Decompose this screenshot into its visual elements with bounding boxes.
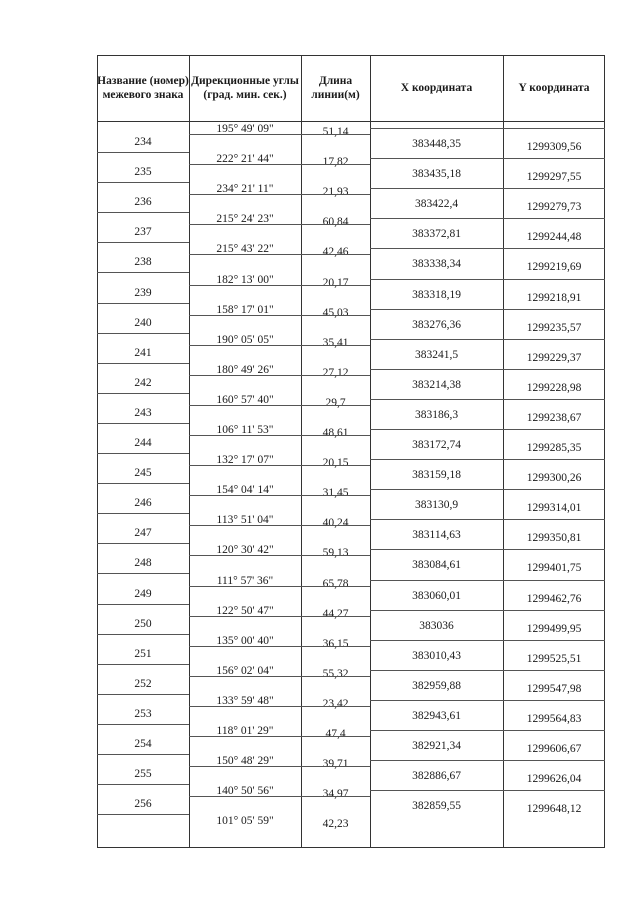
boundary-mark-number: 245: [134, 467, 152, 480]
y-coordinate: 1299648,12: [526, 803, 582, 816]
row-divider: [97, 212, 189, 213]
row-divider: [370, 128, 605, 129]
header-x: Х координата: [400, 82, 473, 94]
row-divider: [189, 345, 370, 346]
row-divider: [370, 670, 605, 671]
row-divider: [370, 339, 605, 340]
line-length: 23,42: [322, 697, 349, 710]
row-divider: [189, 435, 370, 436]
x-coordinate: 383372,81: [412, 228, 461, 241]
line-length: 48,61: [322, 427, 349, 439]
x-coordinate: 383448,35: [412, 138, 461, 151]
line-length: 45,03: [322, 306, 349, 319]
row-divider: [370, 790, 605, 791]
boundary-mark-number: 246: [134, 497, 152, 510]
row-divider: [97, 333, 189, 334]
boundary-mark-number: 244: [134, 437, 152, 450]
row-divider: [97, 634, 189, 635]
x-coordinate: 383241,5: [414, 348, 459, 361]
x-coordinate: 383276,36: [412, 318, 461, 331]
x-coordinate: 383172,74: [412, 439, 461, 452]
x-coordinate: 383084,61: [412, 559, 461, 572]
y-coordinate: 1299525,51: [526, 652, 582, 665]
row-divider: [189, 586, 370, 587]
header-y: Y координата: [518, 82, 590, 94]
boundary-mark-number: 247: [134, 527, 152, 540]
row-divider: [97, 453, 189, 454]
row-divider: [97, 393, 189, 394]
row-divider: [189, 285, 370, 286]
direction-angle: 111° 57' 36": [216, 574, 274, 587]
row-divider: [370, 429, 605, 430]
row-divider: [370, 730, 605, 731]
direction-angle: 158° 17' 01": [216, 303, 274, 316]
line-length: 20,17: [322, 276, 349, 289]
boundary-mark-number: 253: [134, 707, 152, 720]
x-coordinate: 382859,55: [412, 800, 461, 813]
row-divider: [189, 405, 370, 406]
direction-angle: 122° 50' 47": [216, 604, 274, 617]
row-divider: [189, 796, 370, 797]
line-length: 21,93: [322, 186, 349, 199]
row-divider: [97, 543, 189, 544]
line-length: 59,13: [322, 547, 349, 560]
row-divider: [370, 580, 605, 581]
header-name: Название (номер) межевого знака: [97, 75, 189, 101]
line-length: 51,14: [322, 126, 349, 138]
direction-angle: 180° 49' 26": [216, 363, 274, 376]
row-divider: [370, 519, 605, 520]
line-length: 44,27: [322, 607, 349, 620]
header-divider: [97, 121, 605, 122]
row-divider: [370, 640, 605, 641]
boundary-mark-number: 248: [134, 557, 152, 570]
row-divider: [189, 315, 370, 316]
line-length: 27,12: [322, 366, 349, 379]
row-divider: [189, 224, 370, 225]
line-length: 40,24: [322, 517, 349, 530]
row-divider: [370, 489, 605, 490]
line-length: 34,97: [322, 788, 349, 801]
row-divider: [97, 573, 189, 574]
x-coordinate: 383318,19: [412, 288, 461, 301]
row-divider: [189, 465, 370, 466]
line-length: 42,23: [322, 818, 349, 831]
row-divider: [189, 164, 370, 165]
direction-angle: 113° 51' 04": [216, 514, 274, 527]
direction-angle: 182° 13' 00": [216, 273, 274, 286]
row-divider: [370, 158, 605, 159]
y-coordinate: 1299606,67: [526, 743, 582, 756]
boundary-mark-number: 256: [134, 798, 152, 811]
y-coordinate: 1299244,48: [526, 231, 582, 244]
x-coordinate: 383130,9: [414, 499, 459, 512]
row-divider: [189, 375, 370, 376]
boundary-mark-number: 238: [134, 256, 152, 269]
line-length: 60,84: [322, 216, 349, 229]
line-length: 20,15: [322, 457, 349, 470]
row-divider: [189, 676, 370, 677]
direction-angle: 106° 11' 53": [216, 424, 274, 436]
direction-angle: 133° 59' 48": [216, 694, 274, 707]
boundary-mark-number: 255: [134, 768, 152, 781]
row-divider: [97, 814, 189, 815]
row-divider: [370, 188, 605, 189]
line-length: 42,46: [322, 246, 349, 259]
boundary-mark-number: 250: [134, 617, 152, 630]
direction-angle: 135° 00' 40": [216, 634, 274, 647]
boundary-mark-number: 243: [134, 406, 152, 419]
row-divider: [97, 513, 189, 514]
y-coordinate: 1299235,57: [526, 321, 582, 334]
y-coordinate: 1299499,95: [526, 622, 582, 635]
x-coordinate: 383060,01: [412, 589, 461, 602]
header-length: Длина линии(м): [311, 75, 360, 101]
x-coordinate: 383159,18: [412, 469, 461, 482]
boundary-mark-number: 254: [134, 738, 152, 751]
row-divider: [189, 706, 370, 707]
y-coordinate: 1299300,26: [526, 472, 582, 485]
direction-angle: 190° 05' 05": [216, 333, 274, 346]
boundary-mark-number: 236: [134, 196, 152, 209]
y-coordinate: 1299401,75: [526, 562, 582, 575]
direction-angle: 120° 30' 42": [216, 544, 274, 557]
y-coordinate: 1299547,98: [526, 682, 582, 695]
x-coordinate: 383214,38: [412, 378, 461, 391]
y-coordinate: 1299462,76: [526, 592, 582, 605]
x-coordinate: 383114,63: [412, 529, 461, 542]
x-coordinate: 383435,18: [412, 168, 461, 181]
row-divider: [189, 616, 370, 617]
y-coordinate: 1299626,04: [526, 773, 582, 786]
row-divider: [189, 194, 370, 195]
direction-angle: 195° 49' 09": [216, 123, 274, 135]
row-divider: [97, 242, 189, 243]
row-divider: [97, 423, 189, 424]
direction-angle: 150° 48' 29": [216, 755, 274, 768]
direction-angle: 118° 01' 29": [216, 725, 274, 737]
x-coordinate: 382943,61: [412, 709, 461, 722]
row-divider: [97, 694, 189, 695]
direction-angle: 215° 43' 22": [216, 243, 274, 256]
line-length: 47,4: [325, 728, 346, 740]
row-divider: [97, 604, 189, 605]
boundary-mark-number: 234: [134, 136, 152, 149]
direction-angle: 101° 05' 59": [216, 815, 274, 828]
y-coordinate: 1299219,69: [526, 261, 582, 274]
x-coordinate: 383036: [419, 619, 454, 632]
direction-angle: 234° 21' 11": [216, 183, 274, 196]
direction-angle: 222° 21' 44": [216, 153, 274, 166]
direction-angle: 154° 04' 14": [216, 484, 274, 497]
y-coordinate: 1299309,56: [526, 141, 582, 154]
boundary-mark-number: 237: [134, 226, 152, 239]
line-length: 29,7: [325, 396, 346, 409]
row-divider: [370, 248, 605, 249]
y-coordinate: 1299564,83: [526, 712, 582, 725]
row-divider: [189, 555, 370, 556]
y-coordinate: 1299229,37: [526, 351, 582, 364]
direction-angle: 132° 17' 07": [216, 454, 274, 467]
row-divider: [97, 152, 189, 153]
line-length: 17,82: [322, 156, 349, 169]
boundary-mark-number: 235: [134, 166, 152, 179]
boundary-mark-number: 240: [134, 316, 152, 329]
y-coordinate: 1299218,91: [526, 291, 582, 304]
row-divider: [370, 459, 605, 460]
row-divider: [97, 784, 189, 785]
y-coordinate: 1299238,67: [526, 411, 582, 424]
row-divider: [97, 664, 189, 665]
direction-angle: 140° 50' 56": [216, 785, 274, 798]
line-length: 39,71: [322, 758, 349, 771]
row-divider: [370, 279, 605, 280]
boundary-mark-number: 249: [134, 587, 152, 600]
line-length: 31,45: [322, 487, 349, 500]
line-length: 35,41: [322, 336, 349, 349]
direction-angle: 215° 24' 23": [216, 213, 274, 226]
row-divider: [370, 760, 605, 761]
row-divider: [97, 363, 189, 364]
row-divider: [189, 736, 370, 737]
y-coordinate: 1299285,35: [526, 442, 582, 455]
boundary-mark-number: 251: [134, 647, 152, 660]
y-coordinate: 1299314,01: [526, 502, 582, 515]
row-divider: [97, 754, 189, 755]
x-coordinate: 382921,34: [412, 740, 461, 753]
y-coordinate: 1299350,81: [526, 532, 582, 545]
boundary-mark-number: 242: [134, 376, 152, 389]
line-length: 65,78: [322, 577, 349, 590]
y-coordinate: 1299297,55: [526, 171, 582, 184]
row-divider: [97, 272, 189, 273]
row-divider: [97, 724, 189, 725]
row-divider: [189, 495, 370, 496]
header-angle: Дирекционные углы (град. мин. сек.): [191, 75, 299, 101]
row-divider: [370, 610, 605, 611]
row-divider: [370, 309, 605, 310]
row-divider: [370, 700, 605, 701]
line-length: 36,15: [322, 637, 349, 650]
x-coordinate: 382886,67: [412, 770, 461, 783]
x-coordinate: 383010,43: [412, 649, 461, 662]
boundary-mark-number: 239: [134, 286, 152, 299]
x-coordinate: 383422,4: [414, 198, 459, 211]
y-coordinate: 1299228,98: [526, 381, 582, 394]
row-divider: [189, 766, 370, 767]
row-divider: [97, 303, 189, 304]
x-coordinate: 383338,34: [412, 258, 461, 271]
row-divider: [97, 483, 189, 484]
row-divider: [189, 254, 370, 255]
direction-angle: 156° 02' 04": [216, 664, 274, 677]
line-length: 55,32: [322, 667, 349, 680]
row-divider: [370, 369, 605, 370]
y-coordinate: 1299279,73: [526, 201, 582, 214]
boundary-mark-number: 252: [134, 677, 152, 690]
x-coordinate: 382959,88: [412, 679, 461, 692]
row-divider: [370, 549, 605, 550]
row-divider: [189, 134, 370, 135]
row-divider: [189, 646, 370, 647]
row-divider: [97, 182, 189, 183]
row-divider: [370, 218, 605, 219]
boundary-mark-number: 241: [134, 346, 152, 359]
row-divider: [189, 525, 370, 526]
row-divider: [370, 399, 605, 400]
direction-angle: 160° 57' 40": [216, 393, 274, 406]
x-coordinate: 383186,3: [414, 408, 459, 421]
